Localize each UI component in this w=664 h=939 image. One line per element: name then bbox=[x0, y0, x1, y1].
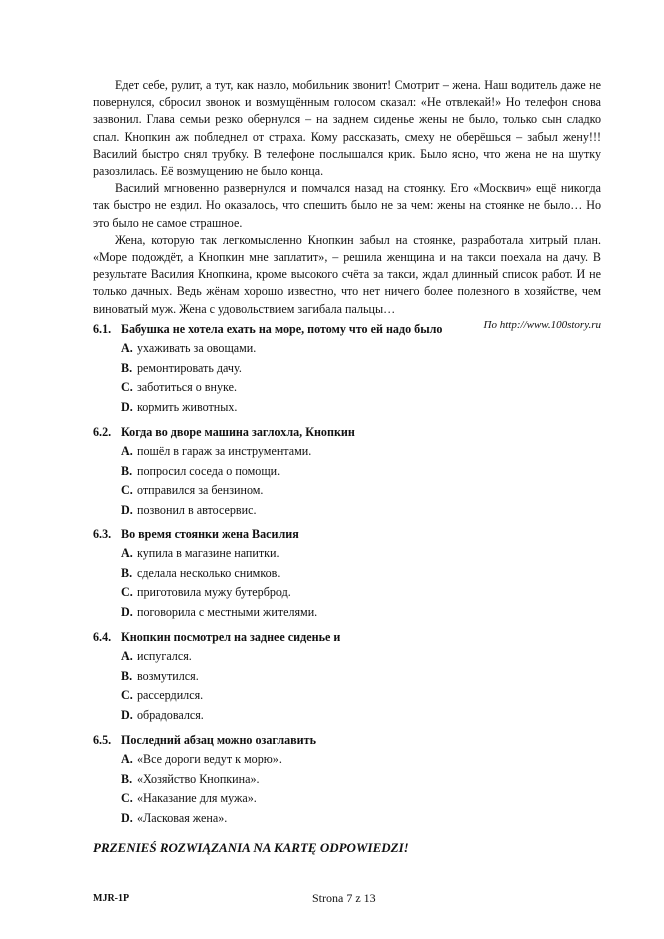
question-number: 6.5. bbox=[93, 733, 112, 747]
answer-option[interactable]: C. приготовила мужу бутерброд. bbox=[121, 585, 291, 600]
answer-option[interactable]: B. возмутился. bbox=[121, 668, 199, 683]
question-text: Последний абзац можно озаглавить bbox=[121, 733, 316, 747]
answer-option[interactable]: D. кормить животных. bbox=[121, 400, 238, 415]
question-6-5 bbox=[93, 733, 613, 827]
question-number: 6.3. bbox=[93, 527, 112, 541]
question-text: Кнопкин посмотрел на заднее сиденье и bbox=[121, 630, 341, 644]
answer-option[interactable]: A. ухаживать за овощами. bbox=[121, 340, 257, 355]
answer-option[interactable]: A. купила в магазине напитки. bbox=[121, 545, 280, 560]
answer-option[interactable]: A. испугался. bbox=[121, 648, 192, 663]
answer-option[interactable]: D. «Ласковая жена». bbox=[121, 811, 228, 826]
page-number: Strona 7 z 13 bbox=[312, 891, 376, 905]
answer-option[interactable]: D. позвонил в автосервис. bbox=[121, 503, 257, 518]
answer-option[interactable]: D. обрадовался. bbox=[121, 708, 204, 723]
question-6-2 bbox=[93, 425, 613, 519]
answer-option[interactable]: D. поговорила с местными жителями. bbox=[121, 605, 318, 620]
transfer-instruction: PRZENIEŚ ROZWIĄZANIA NA KARTĘ ODPOWIEDZI! bbox=[93, 840, 409, 855]
reading-text bbox=[93, 77, 601, 333]
answer-option[interactable]: C. заботиться о внуке. bbox=[121, 380, 237, 395]
answer-option[interactable]: C. отправился за бензином. bbox=[121, 483, 264, 498]
question-text: Во время стоянки жена Василия bbox=[121, 527, 299, 541]
question-number: 6.4. bbox=[93, 630, 112, 644]
question-text: Когда во дворе машина заглохла, Кнопкин bbox=[121, 425, 355, 439]
answer-option[interactable]: B. «Хозяйство Кнопкина». bbox=[121, 771, 260, 786]
paragraph-1: Едет себе, рулит, а тут, как назло, мобильник звонит! Смотрит – жена. Наш водитель даже не повернулся, сбросил звонок и возмущённым голосом сказал: «Не отвлекай!» Но телефон снова зазвонил. Глава семьи резко обернулся – на заднем сиденье жены не было, только сын сладко спал. Кнопкин аж побледнел от страха. Кому рассказать, смеху не оберёшься – забыл жену!!! Василий быстро снял трубку. В телефоне послышался крик. Было ясно, что жена не на шутку разозлилась. Её возмущению не было конца. bbox=[93, 78, 601, 179]
paragraph-3: Жена, которую так легкомысленно Кнопкин забыл на стоянке, разработала хитрый план. «Море подождёт, а Кнопкин мне заплатит», – решила женщина и на такси поехала на дачу. В результате Василия Кнопкина, кроме высокого счёта за такси, ждал длинный список работ. И не только дачных. Ведь жёнам хорошо известно, что нет ничего более полезного в хозяйстве, чем виноватый муж. Жена с удовольствием загибала пальцы… bbox=[93, 232, 601, 316]
paragraph-2: Василий мгновенно развернулся и помчался назад на стоянку. Его «Москвич» ещё никогда так быстро не ездил. Но оказалось, что спешить было не за чем: жены на стоянке не было… Но это было не самое страшное. bbox=[93, 181, 601, 230]
answer-option[interactable]: A. «Все дороги ведут к морю». bbox=[121, 751, 282, 766]
question-number: 6.2. bbox=[93, 425, 112, 439]
answer-option[interactable]: C. «Наказание для мужа». bbox=[121, 791, 257, 806]
answer-option[interactable]: A. пошёл в гараж за инструментами. bbox=[121, 443, 312, 458]
exam-code: MJR-1P bbox=[93, 893, 130, 904]
question-6-4 bbox=[93, 630, 613, 724]
question-6-3 bbox=[93, 527, 613, 621]
question-text: Бабушка не хотела ехать на море, потому что ей надо было bbox=[121, 322, 443, 336]
question-6-1 bbox=[93, 322, 613, 416]
question-number: 6.1. bbox=[93, 322, 112, 336]
answer-option[interactable]: B. попросил соседа о помощи. bbox=[121, 463, 281, 478]
answer-option[interactable]: C. рассердился. bbox=[121, 688, 204, 703]
answer-option[interactable]: B. ремонтировать дачу. bbox=[121, 360, 242, 375]
answer-option[interactable]: B. сделала несколько снимков. bbox=[121, 565, 281, 580]
source-citation: По http://www.100story.ru bbox=[483, 318, 601, 331]
